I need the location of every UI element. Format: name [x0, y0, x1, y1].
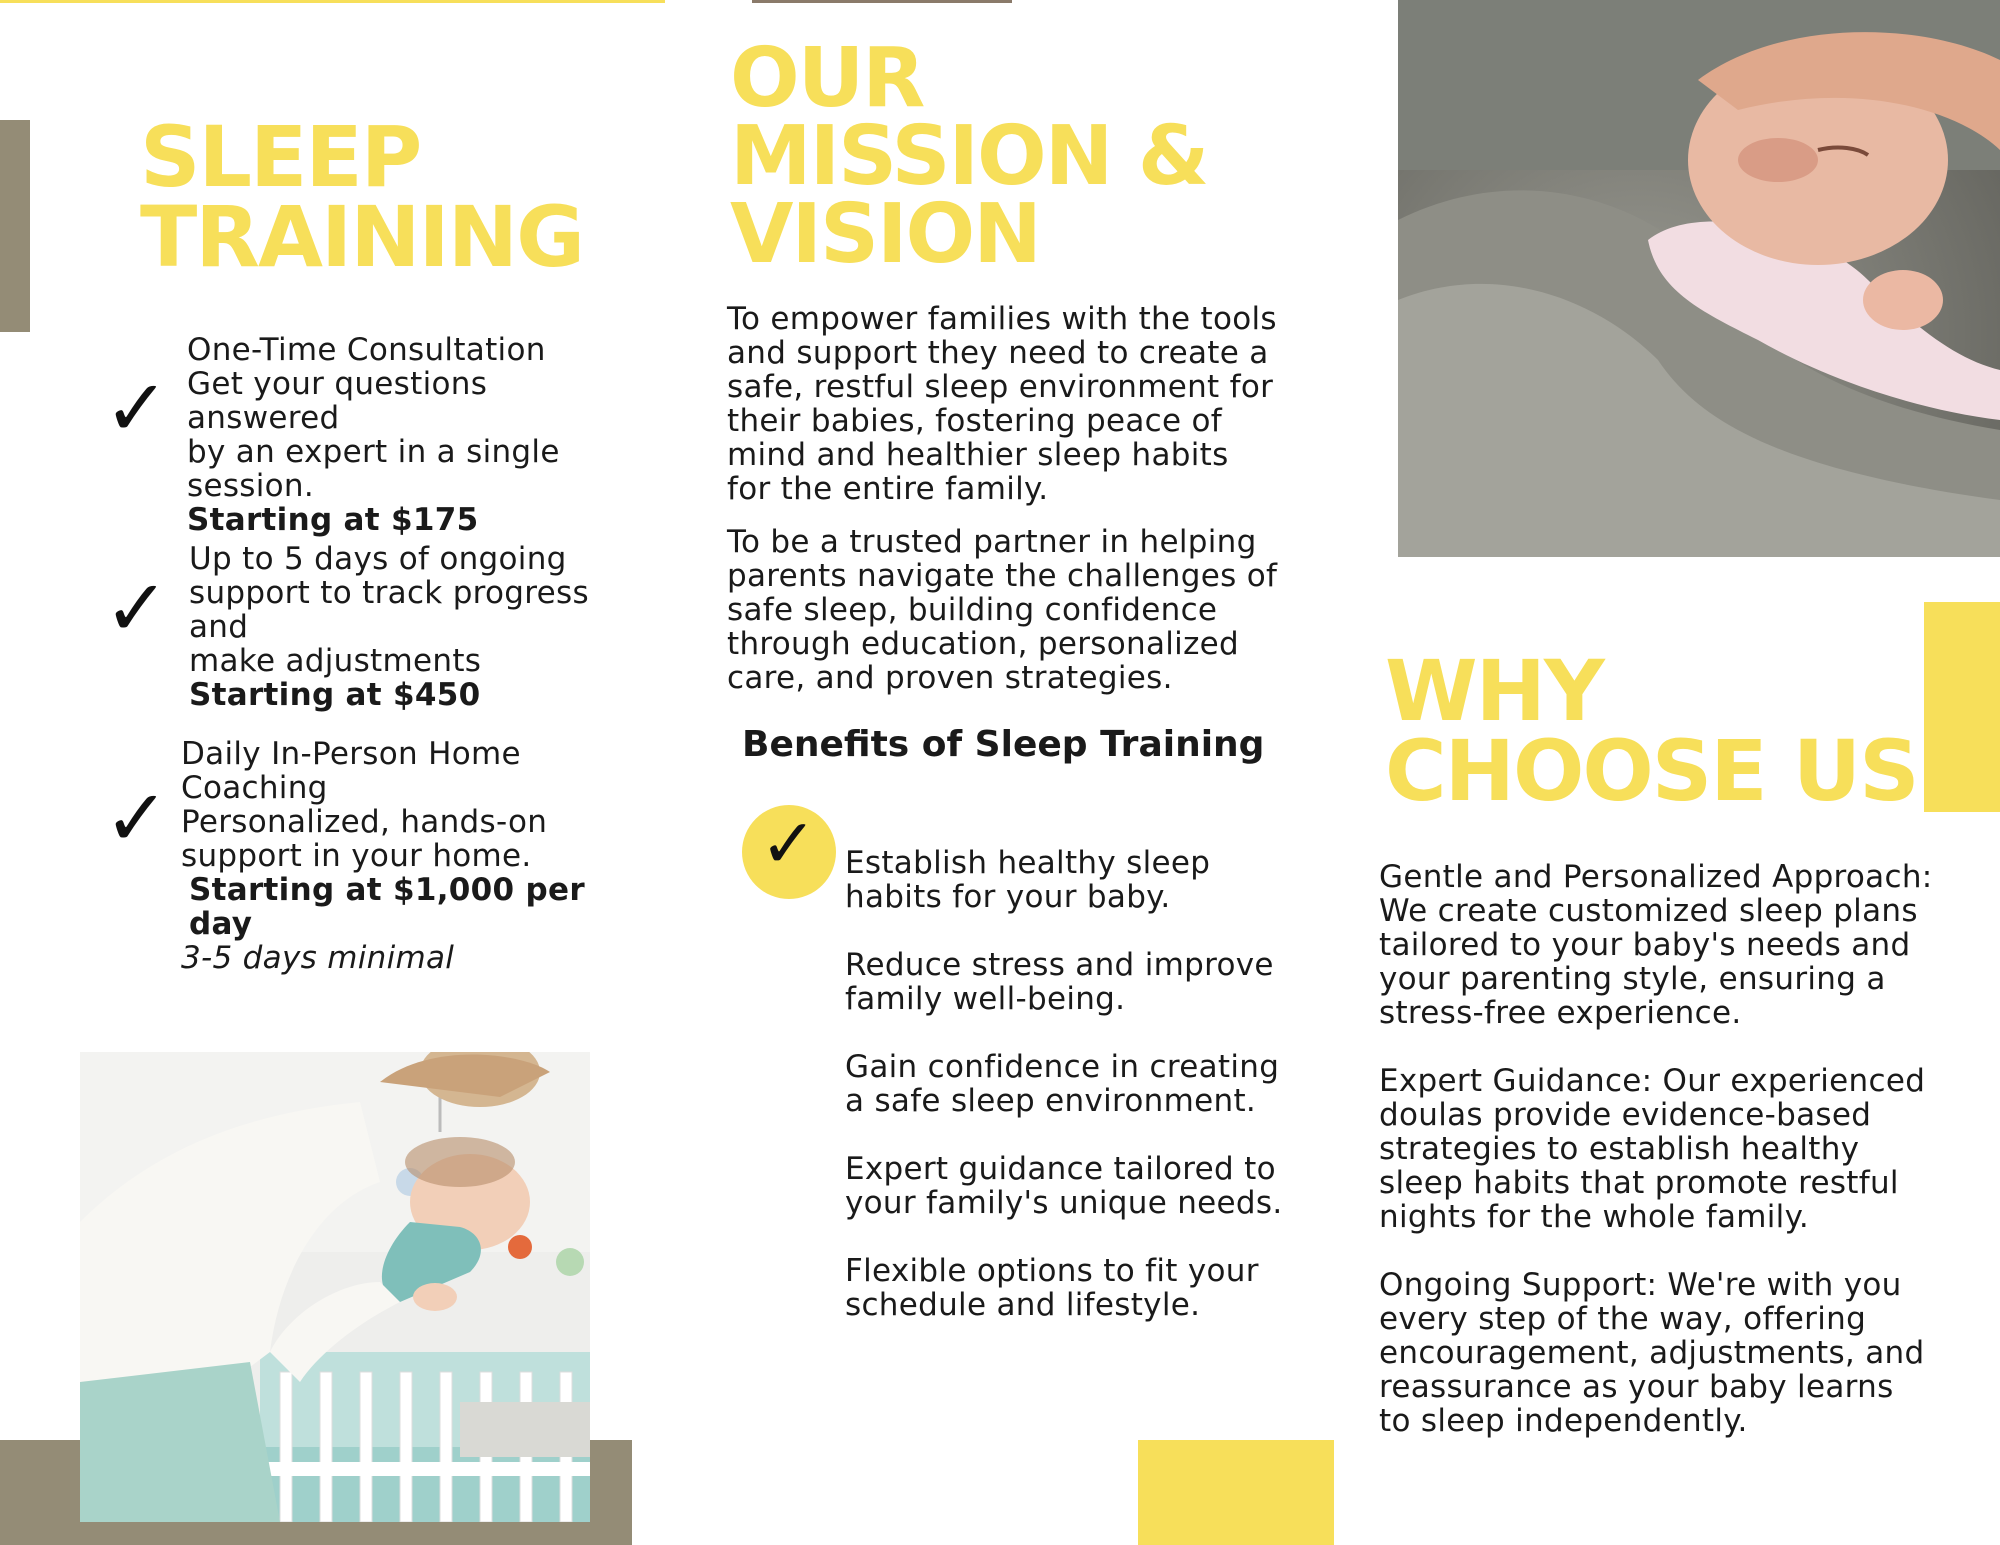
- mission-title-line3: VISION: [730, 186, 1040, 282]
- checkmark-icon: ✓: [104, 564, 170, 654]
- offer-price: Starting at $450: [189, 677, 481, 713]
- benefit-item: Reduce stress and improve family well-being.: [845, 947, 1274, 1017]
- top-center-line: [752, 0, 1012, 3]
- why-title-line1: WHY: [1385, 642, 1603, 740]
- reason-expert-guidance: Expert Guidance: Our experienced doulas provide evidence-based strategies to establish healthy sleep habits that promote restful nights for the whole family.: [1379, 1063, 1926, 1235]
- checkmark-icon: ✓: [760, 805, 817, 884]
- offer-ongoing-support: [189, 542, 649, 712]
- sleep-training-title-line1: SLEEP: [140, 108, 421, 206]
- offer-note: 3-5 days minimal: [181, 940, 455, 976]
- top-accent-line: [0, 0, 665, 3]
- offer-home-coaching: [181, 737, 651, 975]
- sleep-training-title-line2: TRAINING: [140, 187, 584, 286]
- benefit-item: Expert guidance tailored to your family's unique needs.: [845, 1151, 1283, 1221]
- mission-title-line2: MISSION &: [730, 108, 1208, 204]
- sleeping-baby-illustration: [1398, 0, 2000, 557]
- why-reasons: [1379, 860, 1934, 1472]
- sleep-training-title: [140, 108, 584, 286]
- why-choose-us-title: [1385, 642, 1918, 820]
- vision-paragraph: To be a trusted partner in helping parents navigate the challenges of safe sleep, building confidence through education, personalized care, and proven strategies.: [727, 524, 1278, 696]
- offer-price: Starting at $175: [187, 502, 479, 538]
- offer-line: Coaching: [181, 770, 328, 806]
- offer-line: Up to 5 days of ongoing: [189, 541, 567, 577]
- mission-title-line1: OUR: [730, 31, 924, 126]
- mother-baby-crib-photo: [80, 1052, 590, 1522]
- mission-title: [730, 31, 1208, 282]
- checkmark-icon: ✓: [104, 364, 170, 454]
- offer-consultation: [187, 333, 647, 537]
- offer-line: Personalized, hands-on: [181, 804, 548, 840]
- offer-line: by an expert in a single: [187, 434, 560, 470]
- left-taupe-bar: [0, 120, 30, 332]
- benefits-heading: Benefits of Sleep Training: [742, 724, 1265, 765]
- benefit-item: Establish healthy sleep habits for your baby.: [845, 845, 1211, 915]
- mission-paragraph: To empower families with the tools and support they need to create a safe, restful sleep environment for their babies, fostering peace of mind and healthier sleep habits for the entire family.: [727, 301, 1277, 507]
- offer-line: support in your home.: [181, 838, 532, 874]
- mother-baby-crib-illustration: [80, 1052, 590, 1522]
- benefits-list: [845, 846, 1285, 1356]
- reason-personalized: Gentle and Personalized Approach: We create customized sleep plans tailored to your baby's needs and your parenting style, ensuring a stress-free experience.: [1379, 859, 1933, 1031]
- reason-ongoing-support: Ongoing Support: We're with you every step of the way, offering encouragement, adjustments, and reassurance as your baby learns to sleep independently.: [1379, 1267, 1925, 1439]
- offer-line: One-Time Consultation: [187, 332, 546, 368]
- benefits-check-badge: [742, 805, 836, 899]
- benefit-item: Flexible options to fit your schedule and lifestyle.: [845, 1253, 1259, 1323]
- offer-line: Get your questions answered: [187, 366, 488, 436]
- offer-price: Starting at $1,000 per day: [189, 872, 585, 942]
- sleeping-baby-photo: [1398, 0, 2000, 557]
- offer-line: session.: [187, 468, 315, 504]
- why-title-line2: CHOOSE US: [1385, 721, 1918, 820]
- benefit-item: Gain confidence in creating a safe sleep environment.: [845, 1049, 1280, 1119]
- offer-line: Daily In-Person Home: [181, 736, 521, 772]
- checkmark-icon: ✓: [104, 774, 170, 864]
- right-yellow-block: [1924, 602, 2000, 812]
- offer-line: support to track progress and: [189, 575, 589, 645]
- offer-line: make adjustments: [189, 643, 482, 679]
- bottom-center-yellow-block: [1138, 1440, 1334, 1545]
